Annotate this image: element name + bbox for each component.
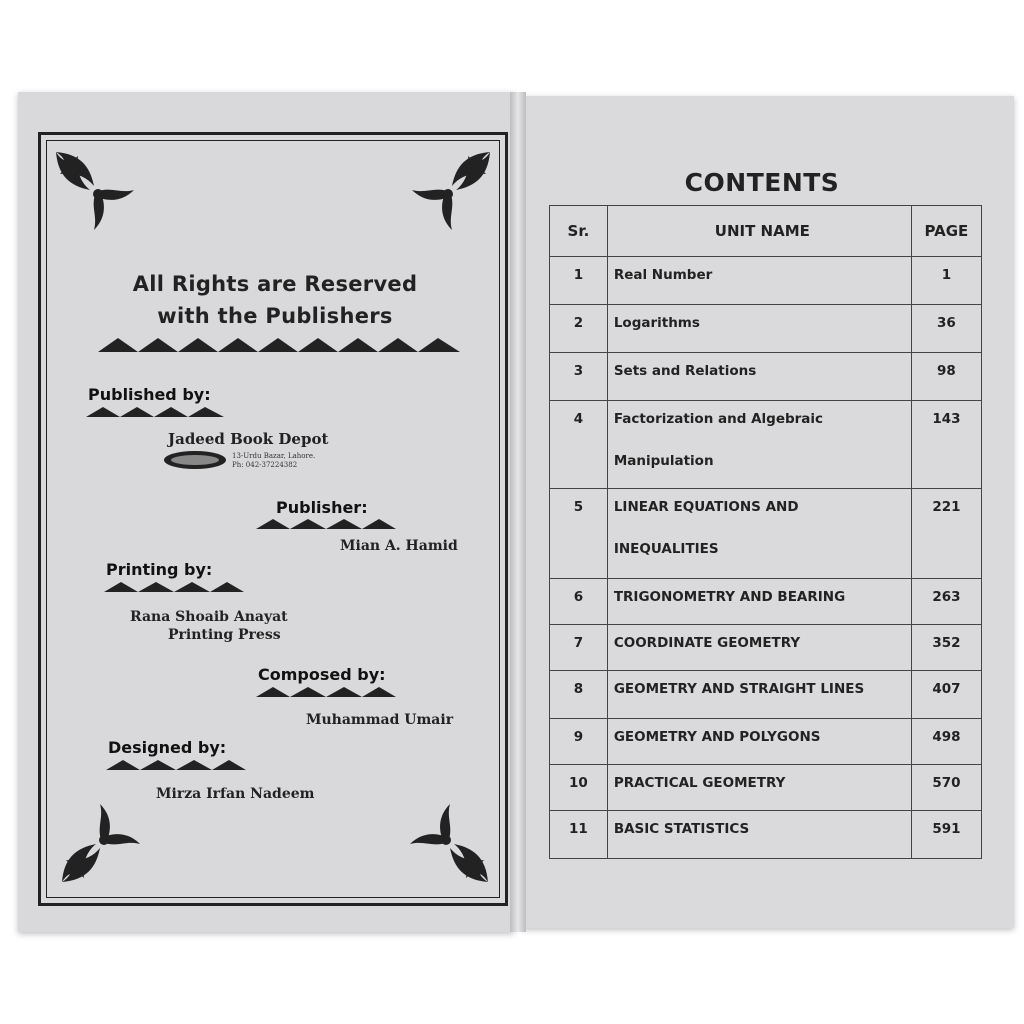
row-sr xyxy=(550,719,608,765)
row-page-value: 98 xyxy=(937,363,956,379)
table-row xyxy=(550,625,982,671)
row-page-value: 263 xyxy=(932,589,961,605)
row-sr-value: 11 xyxy=(569,821,588,837)
row-page xyxy=(911,305,981,353)
floral-corner-icon xyxy=(402,796,494,888)
row-page-value: 498 xyxy=(932,729,961,745)
table-row xyxy=(550,257,982,305)
row-sr-value: 8 xyxy=(573,681,584,697)
row-sr xyxy=(550,353,608,401)
contents-table-body xyxy=(550,257,982,859)
row-sr-value: 3 xyxy=(573,363,584,379)
row-page xyxy=(911,401,981,489)
decorative-divider-icon xyxy=(106,757,246,771)
printing-by-label: Printing by: xyxy=(106,560,213,579)
row-unit-name-line: Real Number xyxy=(613,267,713,283)
row-sr xyxy=(550,257,608,305)
row-sr xyxy=(550,811,608,859)
row-page-value: 1 xyxy=(941,267,952,283)
table-row xyxy=(550,765,982,811)
row-sr xyxy=(550,671,608,719)
row-sr-value: 7 xyxy=(573,635,584,651)
publisher-label: Publisher: xyxy=(276,498,368,517)
floral-corner-icon xyxy=(404,146,496,238)
table-row xyxy=(550,579,982,625)
row-page xyxy=(911,811,981,859)
row-page xyxy=(911,719,981,765)
publisher-logo-icon xyxy=(162,450,228,470)
row-sr-value: 4 xyxy=(573,411,584,427)
row-page xyxy=(911,765,981,811)
book-spine xyxy=(510,92,526,932)
row-page-value: 591 xyxy=(932,821,961,837)
row-page-value: 221 xyxy=(932,499,961,515)
floral-corner-icon xyxy=(50,146,142,238)
row-page-value: 36 xyxy=(937,315,956,331)
contents-table xyxy=(549,205,982,859)
row-sr xyxy=(550,765,608,811)
designed-by-label: Designed by: xyxy=(108,738,227,757)
row-unit-name xyxy=(607,401,911,489)
row-sr-value: 6 xyxy=(573,589,584,605)
row-sr xyxy=(550,401,608,489)
published-by-label: Published by: xyxy=(88,385,211,404)
row-unit-name-line: TRIGONOMETRY AND BEARING xyxy=(613,589,846,605)
floral-corner-icon xyxy=(56,796,148,888)
row-page-value: 143 xyxy=(932,411,961,427)
row-sr xyxy=(550,489,608,579)
decorative-divider-icon xyxy=(256,684,396,698)
row-unit-name-line: GEOMETRY AND POLYGONS xyxy=(613,729,821,745)
row-unit-name xyxy=(607,671,911,719)
table-row xyxy=(550,671,982,719)
row-unit-name xyxy=(607,719,911,765)
row-sr-value: 9 xyxy=(573,729,584,745)
header-sr: Sr. xyxy=(550,206,608,257)
rights-line-2: with the Publishers xyxy=(157,304,393,328)
row-sr-value: 10 xyxy=(569,775,588,791)
table-row xyxy=(550,489,982,579)
row-page xyxy=(911,579,981,625)
row-page-value: 570 xyxy=(932,775,961,791)
publisher-company: Jadeed Book Depot xyxy=(168,430,329,448)
row-unit-name xyxy=(607,489,911,579)
row-unit-name-line: Logarithms xyxy=(613,315,700,331)
row-unit-name-line: Factorization and Algebraic xyxy=(613,411,824,427)
row-unit-name xyxy=(607,765,911,811)
row-page xyxy=(911,671,981,719)
publisher-phone: Ph: 042-37224382 xyxy=(232,461,298,469)
printing-name-line-1: Rana Shoaib Anayat xyxy=(130,609,288,625)
table-header-row xyxy=(550,206,982,257)
rights-line-1: All Rights are Reserved xyxy=(132,272,418,296)
table-row xyxy=(550,719,982,765)
decorative-divider-icon xyxy=(104,579,244,593)
composed-name: Muhammad Umair xyxy=(306,712,454,728)
row-unit-name xyxy=(607,353,911,401)
row-sr-value: 2 xyxy=(573,315,584,331)
row-unit-name-line: GEOMETRY AND STRAIGHT LINES xyxy=(613,681,865,697)
row-unit-name-line: Manipulation xyxy=(613,453,714,469)
row-page-value: 407 xyxy=(932,681,961,697)
printing-name-line-2: Printing Press xyxy=(168,627,281,643)
row-page xyxy=(911,489,981,579)
row-sr xyxy=(550,579,608,625)
row-unit-name-line: PRACTICAL GEOMETRY xyxy=(613,775,786,791)
row-unit-name-line: Sets and Relations xyxy=(613,363,757,379)
row-page xyxy=(911,353,981,401)
row-unit-name xyxy=(607,579,911,625)
row-page-value: 352 xyxy=(932,635,961,651)
header-page: PAGE xyxy=(911,206,981,257)
table-row xyxy=(550,305,982,353)
table-row xyxy=(550,353,982,401)
publisher-name: Mian A. Hamid xyxy=(340,538,458,554)
row-sr xyxy=(550,305,608,353)
row-unit-name xyxy=(607,811,911,859)
decorative-divider-icon xyxy=(86,404,224,418)
table-row xyxy=(550,401,982,489)
designed-name: Mirza Irfan Nadeem xyxy=(156,786,315,802)
row-unit-name-line: COORDINATE GEOMETRY xyxy=(613,635,801,651)
row-unit-name xyxy=(607,305,911,353)
decorative-divider-icon xyxy=(256,516,396,530)
decorative-divider-icon xyxy=(98,334,460,354)
row-page xyxy=(911,257,981,305)
row-unit-name-line: INEQUALITIES xyxy=(613,541,719,557)
header-unit-name: UNIT NAME xyxy=(607,206,911,257)
row-unit-name-line: LINEAR EQUATIONS AND xyxy=(613,499,799,515)
table-row xyxy=(550,811,982,859)
row-sr-value: 1 xyxy=(573,267,584,283)
composed-by-label: Composed by: xyxy=(258,665,386,684)
row-page xyxy=(911,625,981,671)
row-unit-name xyxy=(607,625,911,671)
row-unit-name-line: BASIC STATISTICS xyxy=(613,821,750,837)
row-sr xyxy=(550,625,608,671)
publisher-address: 13-Urdu Bazar, Lahore. xyxy=(232,452,316,460)
row-unit-name xyxy=(607,257,911,305)
contents-title: CONTENTS xyxy=(684,168,840,197)
row-sr-value: 5 xyxy=(573,499,584,515)
